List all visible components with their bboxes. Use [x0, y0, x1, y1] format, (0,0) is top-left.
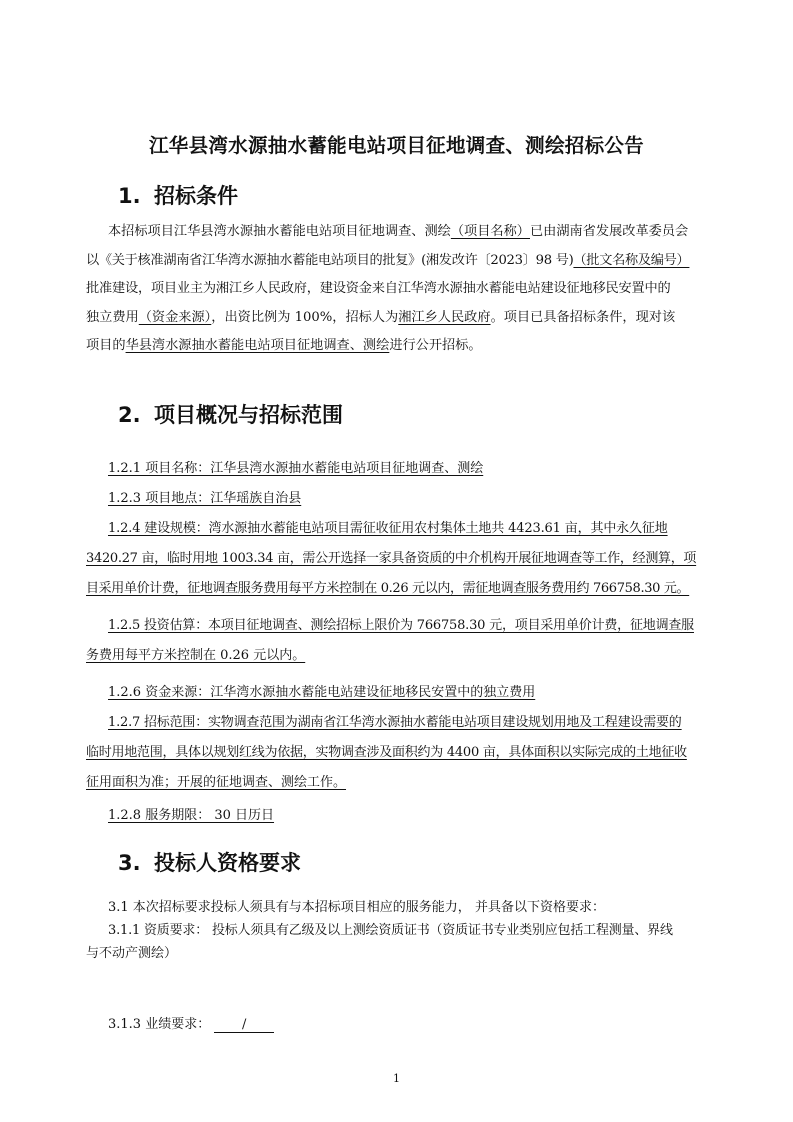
text: 1.2.3 项目地点：江华瑶族自治县 — [108, 491, 302, 506]
text: 批准建设，项目业主为湘江乡人民政府，建设资金来自江华湾水源抽水蓄能电站建设征地移民安置中的 — [86, 281, 671, 296]
section-1-paragraph — [86, 218, 736, 361]
item-1-2-5-line-2 — [86, 644, 738, 663]
text: 1.2.7 招标范围：实物调查范围为湖南省江华湾水源抽水蓄能电站项目建设规划用地及工程建设需要的 — [108, 715, 682, 730]
text: ，出资比例为 100%，招标人为 — [211, 309, 399, 325]
text: 3420.27 亩，临时用地 1003.34 亩，需公开选择一家具备资质的中介机构开展征地调查等工作，经测算，项 — [86, 551, 697, 566]
item-1-2-7-line-3 — [86, 771, 738, 790]
item-1-2-8 — [86, 804, 760, 823]
text: 3.1.1 资质要求： 投标人须具有乙级及以上测绘资质证书（资质证书专业类别应包括工程测量、界线 — [108, 923, 673, 938]
performance-requirement-value: / — [214, 1018, 274, 1033]
item-1-2-6 — [86, 681, 760, 700]
text: 。项目已具备招标条件，现对该 — [490, 309, 676, 325]
item-1-2-1 — [86, 457, 760, 476]
section-2-number: 2. — [118, 403, 141, 427]
item-1-2-5-line-1 — [86, 614, 760, 633]
text: 项目的 — [86, 338, 126, 353]
approval-doc-label: （批文名称及编号） — [573, 252, 690, 268]
item-3-1-3 — [86, 1013, 760, 1033]
section-2-heading — [118, 399, 343, 429]
item-1-2-4-line-1 — [86, 517, 760, 536]
section-1-heading — [118, 180, 238, 210]
item-1-2-4-line-2 — [86, 547, 738, 566]
item-1-2-3 — [86, 487, 760, 506]
text: 3.1 本次招标要求投标人须具有与本招标项目相应的服务能力， 并具备以下资格要求： — [108, 900, 605, 915]
document-title: 江华县湾水源抽水蓄能电站项目征地调查、测绘招标公告 — [148, 134, 644, 157]
item-3-1-1-line-1 — [86, 919, 760, 938]
para-line-4 — [86, 304, 736, 333]
para-line-1 — [86, 218, 736, 247]
tenderer-name: 湘江乡人民政府 — [398, 309, 491, 325]
text: 本招标项目江华县湾水源抽水蓄能电站项目征地调查、测绘 — [108, 224, 451, 239]
text: 独立费用 — [86, 309, 139, 325]
para-line-3 — [86, 275, 736, 304]
section-1-title: 招标条件 — [154, 184, 238, 208]
item-1-2-7-line-2 — [86, 741, 738, 760]
performance-requirement-label: 3.1.3 业绩要求： — [108, 1017, 211, 1032]
text: 已由湖南省发展改革委员会 — [530, 224, 689, 239]
project-name-label: （项目名称） — [450, 224, 530, 239]
page-number: 1 — [393, 1072, 400, 1085]
item-3-1-1-line-2 — [86, 942, 738, 961]
text: 1.2.5 投资估算：本项目征地调查、测绘招标上限价为 766758.30 元，项目采用单价计费，征地调查服 — [108, 618, 694, 633]
text: 1.2.8 服务期限： 30 日历日 — [108, 808, 275, 823]
text: 1.2.4 建设规模：湾水源抽水蓄能电站项目需征收征用农村集体土地共 4423.61 亩，其中永久征地 — [108, 521, 668, 536]
text: 1.2.6 资金来源：江华湾水源抽水蓄能电站建设征地移民安置中的独立费用 — [108, 685, 536, 700]
section-3-title: 投标人资格要求 — [154, 851, 301, 875]
text: 以《关于核准湖南省江华湾水源抽水蓄能电站项目的批复》(湘发改许〔2023〕98 号) — [86, 252, 574, 268]
text: 1.2.1 项目名称：江华县湾水源抽水蓄能电站项目征地调查、测绘 — [108, 461, 484, 476]
section-3-number: 3. — [118, 851, 141, 875]
fund-source-label: （资金来源） — [138, 309, 212, 325]
project-title-underlined: 华县湾水源抽水蓄能电站项目征地调查、测绘 — [125, 338, 390, 353]
text: 务费用每平方米控制在 0.26 元以内。 — [86, 648, 306, 663]
text: 临时用地范围，具体以规划红线为依据，实物调查涉及面积约为 4400 亩，具体面积以实际完成的土地征收 — [86, 745, 687, 760]
item-1-2-4-line-3 — [86, 577, 738, 596]
text: 进行公开招标。 — [389, 338, 482, 353]
section-2-title: 项目概况与招标范围 — [154, 403, 343, 427]
para-line-5 — [86, 332, 736, 361]
text: 与不动产测绘） — [86, 946, 178, 961]
text: 征用面积为准；开展的征地调查、测绘工作。 — [86, 775, 347, 790]
para-line-2 — [86, 247, 736, 276]
section-1-number: 1. — [118, 184, 141, 208]
text: 目采用单价计费，征地调查服务费用每平方米控制在 0.26 元以内，需征地调查服务费用约 766758.30 元。 — [86, 581, 690, 596]
item-3-1 — [86, 896, 760, 915]
item-1-2-7-line-1 — [86, 711, 760, 730]
section-3-heading — [118, 847, 301, 877]
